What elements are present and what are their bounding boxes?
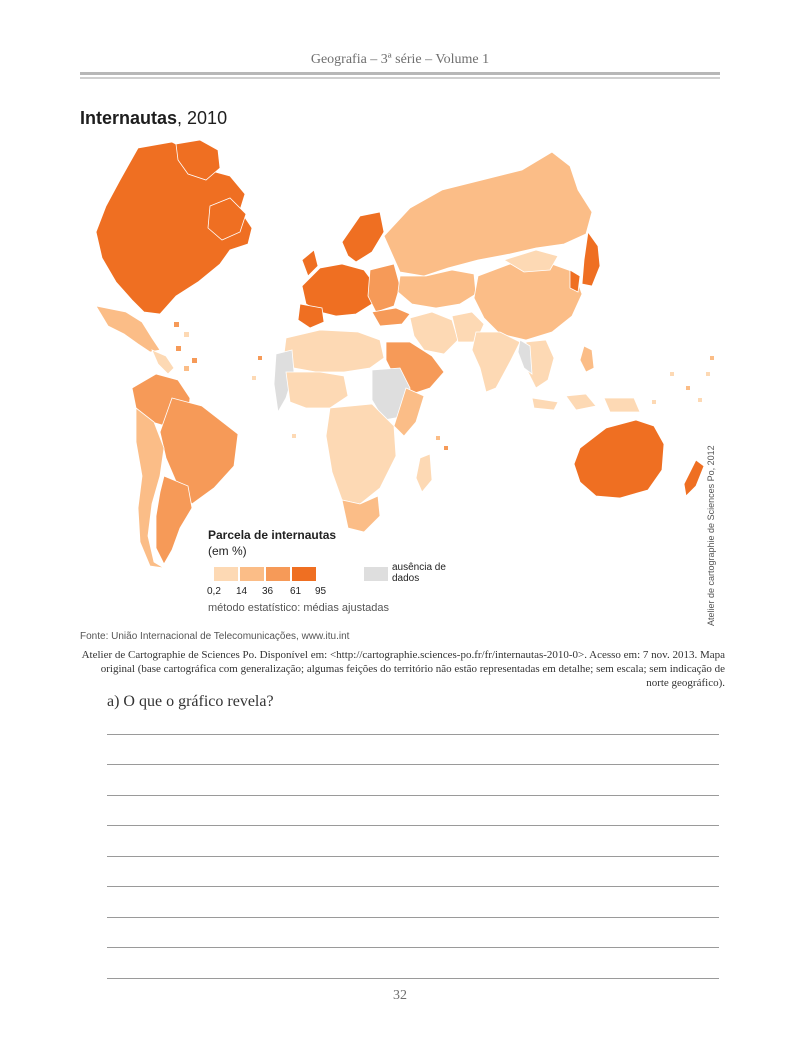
map-region-indonesia-3 (604, 398, 640, 412)
map-region-indonesia-1 (532, 398, 558, 410)
map-credit: Atelier de cartographie de Sciences Po, 2012 (706, 445, 716, 626)
answer-line[interactable] (107, 825, 719, 826)
map-title-bold: Internautas (80, 108, 178, 128)
answer-line[interactable] (107, 947, 719, 948)
island-marker (710, 356, 714, 360)
map-reference: Atelier de Cartographie de Sciences Po. Disponível em: <http://cartographie.sciences-po.fr/fr/internautas-2010-0>. Acesso em: 7 nov. 2013. Mapa original (base cartográfica com generalização; algumas feições do território não estão representadas em detalhe; sem escala; sem indicação de norte geográfico). (81, 649, 725, 689)
map-region-argentina (156, 476, 192, 564)
island-marker (698, 398, 702, 402)
island-marker (184, 366, 189, 371)
page-number: 32 (393, 988, 407, 1003)
map-region-scandinavia (342, 212, 384, 262)
header-rule (80, 72, 720, 75)
map-region-australia (574, 420, 664, 498)
map-region-central-africa (326, 404, 396, 504)
island-marker (706, 372, 710, 376)
island-marker (176, 346, 181, 351)
question-a: a) O que o gráfico revela? (107, 693, 274, 710)
legend-title: Parcela de internautas (208, 528, 337, 542)
island-marker (192, 358, 197, 363)
legend-break-2: 14 (236, 586, 248, 597)
map-region-korea (570, 270, 580, 292)
island-marker (670, 372, 674, 376)
map-region-north-africa (284, 330, 384, 372)
answer-line[interactable] (107, 856, 719, 857)
island-marker (444, 446, 448, 450)
map-region-central-america (152, 350, 174, 374)
answer-line[interactable] (107, 917, 719, 918)
map-region-madagascar (416, 454, 432, 492)
map-region-new-zealand (684, 460, 704, 496)
island-marker (252, 376, 256, 380)
island-marker (258, 356, 262, 360)
map-region-japan (582, 232, 600, 286)
legend-no-data-swatch (364, 567, 388, 581)
map-region-philippines (580, 346, 594, 372)
world-map (80, 136, 720, 596)
header-rule-thin (80, 77, 720, 79)
island-marker (652, 400, 656, 404)
island-marker (174, 322, 179, 327)
island-marker (686, 386, 690, 390)
map-source: Fonte: União Internacional de Telecomunicações, www.itu.int (80, 631, 350, 642)
island-marker (436, 436, 440, 440)
legend-swatch-1 (214, 567, 238, 581)
map-region-china (474, 262, 582, 340)
legend-break-4: 61 (290, 586, 302, 597)
legend-method: método estatístico: médias ajustadas (208, 602, 389, 614)
map-region-west-africa (286, 372, 348, 408)
legend-break-1: 0,2 (207, 586, 221, 597)
map-title (80, 108, 227, 129)
legend-break-3: 36 (262, 586, 274, 597)
map-title-year: , 2010 (177, 108, 228, 128)
answer-line[interactable] (107, 886, 719, 887)
answer-line[interactable] (107, 978, 719, 979)
map-region-indonesia-2 (566, 394, 596, 410)
legend-no-data-label: ausência de dados (392, 562, 446, 584)
legend-swatch-4 (292, 567, 316, 581)
legend-swatch-2 (240, 567, 264, 581)
map-region-russia (384, 152, 592, 276)
answer-line[interactable] (107, 764, 719, 765)
map-region-iberia (298, 304, 324, 328)
island-marker (184, 332, 189, 337)
legend-break-5: 95 (315, 586, 327, 597)
header-title: Geografia – 3ª série – Volume 1 (310, 52, 490, 67)
map-region-central-asia (398, 270, 476, 308)
map-region-india (472, 332, 520, 392)
island-marker (292, 434, 296, 438)
map-region-turkey (372, 308, 410, 326)
legend-unit: (em %) (208, 544, 247, 558)
map-region-eastern-europe (368, 264, 400, 312)
legend-swatch-3 (266, 567, 290, 581)
answer-line[interactable] (107, 795, 719, 796)
answer-line[interactable] (107, 734, 719, 735)
